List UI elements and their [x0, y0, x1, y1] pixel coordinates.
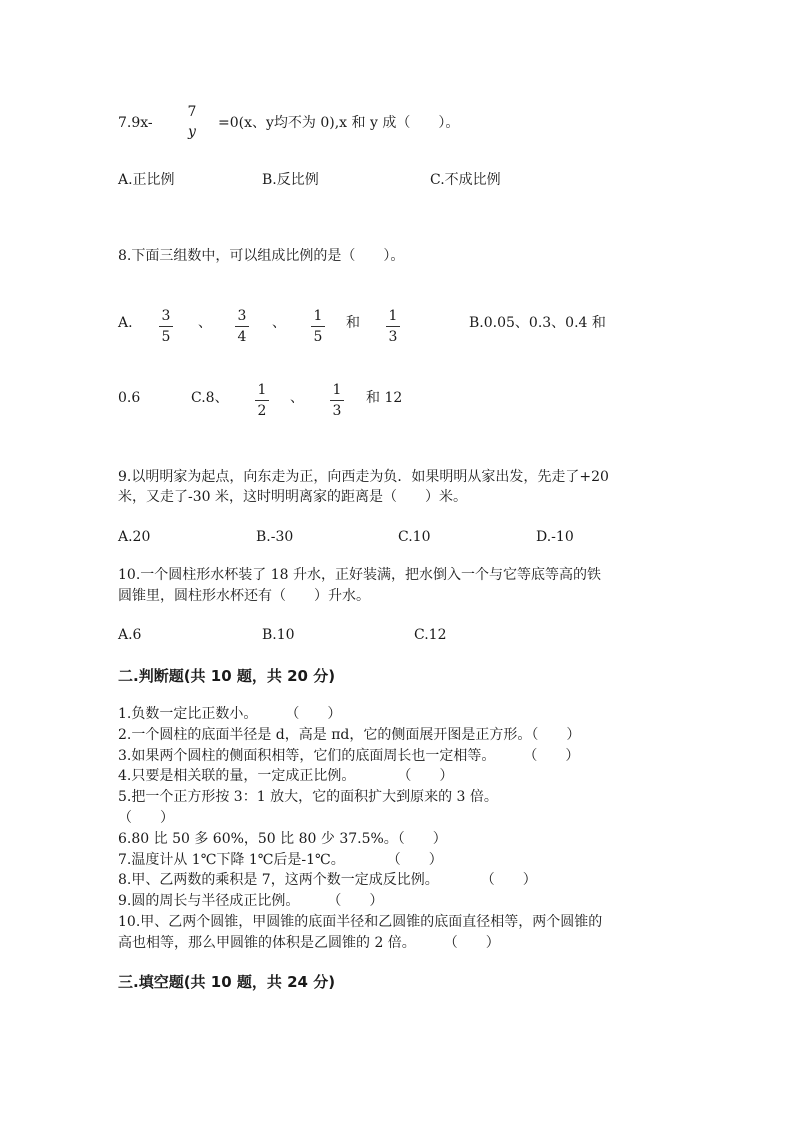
q8-c-and: 和 12 [366, 390, 403, 406]
q7-prefix: 7.9x- [118, 115, 153, 131]
judge-item: 6.80 比 50 多 60%，50 比 80 少 37.5%。（ ） [118, 830, 447, 847]
q9-option-b: B.-30 [256, 529, 294, 545]
frac-den: 3 [332, 403, 342, 419]
q8-c-frac-2 [328, 382, 346, 419]
frac-num: 1 [257, 382, 267, 398]
q10-line-1: 10.一个圆柱形水杯装了 18 升水，正好装满，把水倒入一个与它等底等高的铁 [118, 567, 601, 583]
q8-a-label: A. [118, 315, 133, 331]
q7-frac-num: 7 [187, 104, 197, 120]
q9-line-2: 米，又走了-30 米，这时明明离家的距离是（ ）米。 [118, 489, 467, 505]
judge-item: 5.把一个正方形按 3：1 放大，它的面积扩大到原来的 3 倍。 [118, 789, 498, 806]
frac-num: 1 [313, 308, 323, 324]
q8-and: 和 [346, 315, 360, 331]
q9-line-1: 9.以明明家为起点，向东走为正，向西走为负．如果明明从家出发，先走了+20 [118, 469, 609, 485]
q8-a-frac-4 [384, 308, 402, 345]
frac-num: 3 [161, 308, 171, 324]
judge-item: 2.一个圆柱的底面半径是 d，高是 πd，它的侧面展开图是正方形。（ ） [118, 726, 581, 743]
q9-option-d: D.-10 [536, 529, 574, 545]
judge-item: 高也相等，那么甲圆锥的体积是乙圆锥的 2 倍。 （ ） [118, 934, 500, 951]
section-2-title: 二.判断题(共 10 题，共 20 分) [118, 667, 336, 685]
q7-suffix: =0(x、y均不为 0),x 和 y 成（ ）。 [218, 115, 460, 131]
q8-c-label: C.8、 [191, 390, 229, 406]
q8-b-text: B.0.05、0.3、0.4 和 [469, 315, 606, 331]
q8-a-frac-1 [157, 308, 175, 345]
q10-option-c: C.12 [414, 627, 447, 643]
q8-b-cont: 0.6 [118, 390, 141, 406]
judge-item: （ ） [118, 809, 174, 826]
judge-item: 9.圆的周长与半径成正比例。 （ ） [118, 893, 384, 910]
judge-item: 7.温度计从 1℃下降 1℃后是-1℃。 （ ） [118, 851, 443, 868]
q8-a-frac-3 [309, 308, 327, 345]
judge-item: 8.甲、乙两数的乘积是 7，这两个数一定成反比例。 （ ） [118, 872, 537, 889]
q7-frac-den: y [188, 124, 196, 140]
q7-option-a: A.正比例 [118, 172, 175, 188]
q10-option-b: B.10 [262, 627, 295, 643]
frac-den: 4 [237, 329, 247, 345]
q9-option-c: C.10 [398, 529, 431, 545]
frac-num: 1 [388, 308, 398, 324]
judge-list [118, 704, 602, 954]
q8-sep-2: 、 [272, 315, 286, 331]
q8-a-frac-2 [233, 308, 251, 345]
q8-text: 8.下面三组数中，可以组成比例的是（ ）。 [118, 248, 405, 264]
q9-option-a: A.20 [118, 529, 151, 545]
q8-sep-1: 、 [198, 315, 212, 331]
frac-den: 5 [161, 329, 171, 345]
q7-option-b: B.反比例 [262, 172, 319, 188]
judge-item: 3.如果两个圆柱的侧面积相等，它们的底面周长也一定相等。 （ ） [118, 747, 580, 764]
q8-c-sep: 、 [290, 390, 304, 406]
section-3-title: 三.填空题(共 10 题，共 24 分) [118, 973, 336, 991]
q10-line-2: 圆锥里，圆柱形水杯还有（ ）升水。 [118, 588, 370, 604]
judge-item: 10.甲、乙两个圆锥，甲圆锥的底面半径和乙圆锥的底面直径相等，两个圆锥的 [118, 913, 603, 930]
q10-option-a: A.6 [118, 627, 142, 643]
frac-num: 3 [237, 308, 247, 324]
q7-option-c: C.不成比例 [430, 172, 501, 188]
judge-item: 1.负数一定比正数小。 （ ） [118, 706, 342, 722]
q8-c-frac-1 [253, 382, 271, 419]
frac-den: 3 [388, 329, 398, 345]
frac-den: 5 [313, 329, 323, 345]
frac-den: 2 [257, 403, 267, 419]
q7-fraction [183, 104, 201, 140]
frac-num: 1 [332, 382, 342, 398]
judge-item: 4.只要是相关联的量，一定成正比例。 （ ） [118, 768, 454, 785]
